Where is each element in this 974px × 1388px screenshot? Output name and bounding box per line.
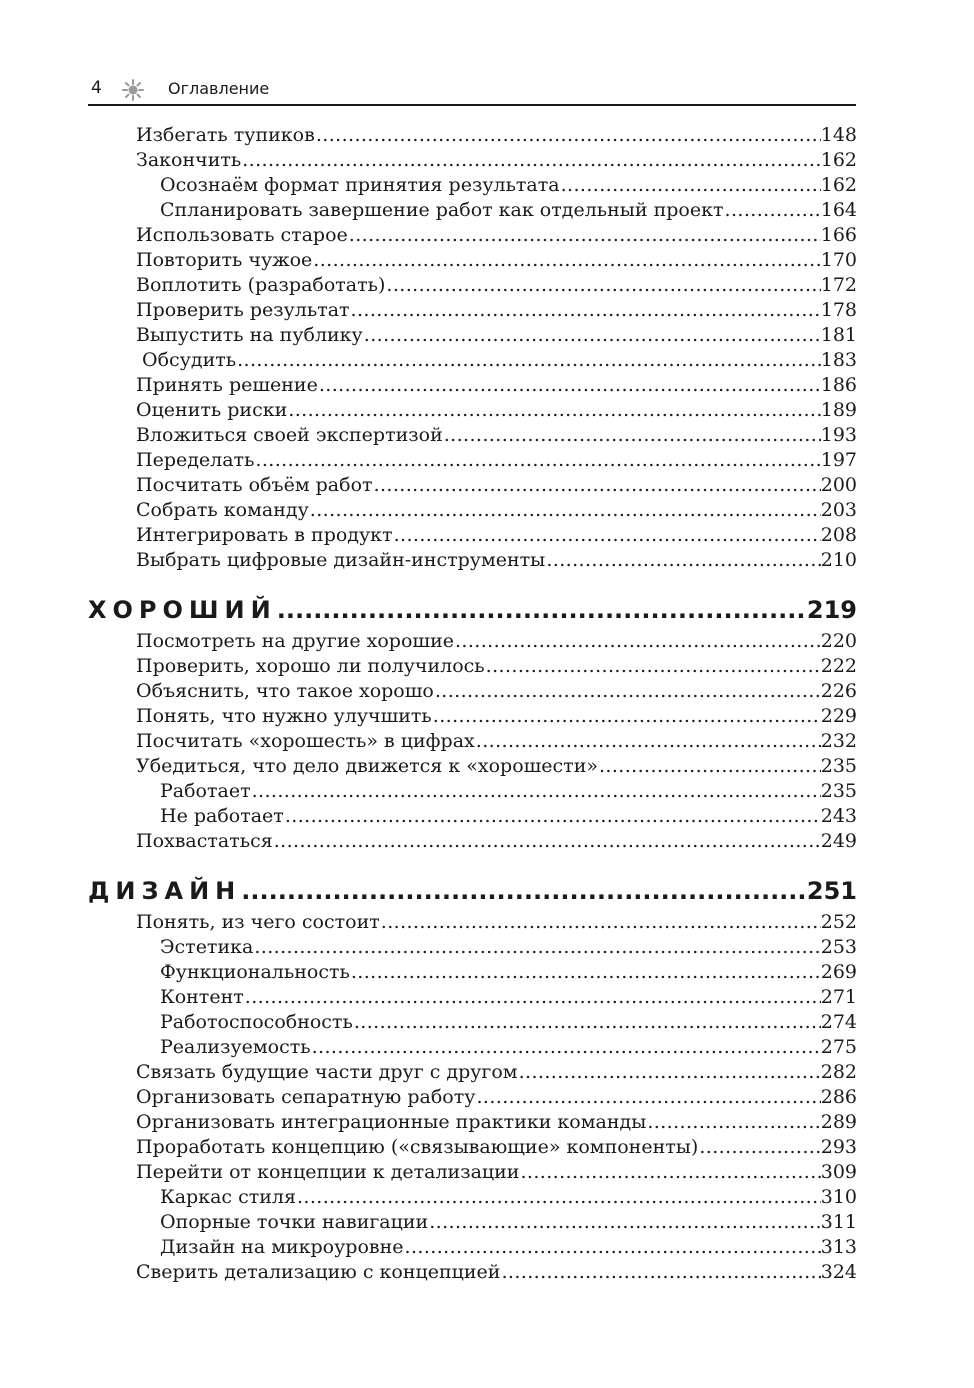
toc-entry-page: 232 [820,730,857,752]
leader-dots [315,123,821,148]
toc-entry[interactable] [136,754,857,779]
toc-entry[interactable] [136,273,857,298]
toc-entry-page: 220 [820,630,857,652]
leader-dots [500,1260,820,1285]
section-title: ХОРОШИЙ [88,596,277,624]
toc-entry-text: Вложиться своей экспертизой [136,424,443,446]
toc-entry-text: Воплотить (разработать) [136,274,386,296]
leader-dots [598,754,821,779]
leader-dots [363,323,821,348]
toc-entry-page: 222 [820,655,857,677]
toc-entry-page: 309 [820,1161,857,1183]
toc-entry-page: 181 [820,324,857,346]
toc-entry-page: 310 [820,1186,857,1208]
toc-entry-text: Посчитать объём работ [136,474,373,496]
leader-dots [318,373,821,398]
toc-entry-text: Понять, из чего состоит [136,911,380,933]
toc-entry-page: 186 [820,374,857,396]
leader-dots [273,829,821,854]
toc-entry[interactable] [136,248,857,273]
leader-dots [432,704,821,729]
toc-subentry[interactable] [160,1010,857,1035]
leader-dots [373,473,821,498]
toc-entry[interactable] [136,829,857,854]
toc-entry-page: 193 [820,424,857,446]
toc-entry[interactable] [136,473,857,498]
leader-dots [251,779,821,804]
toc-entry[interactable] [136,1160,857,1185]
toc-entry-page: 282 [820,1061,857,1083]
toc-entry[interactable] [136,704,857,729]
leader-dots [724,198,821,223]
leader-dots [244,985,821,1010]
toc-entry-page: 166 [820,224,857,246]
leader-dots [434,679,821,704]
header-title: Оглавление [168,79,270,98]
toc-entry[interactable] [136,679,857,704]
toc-subentry[interactable] [160,198,857,223]
toc-entry-page: 293 [820,1136,857,1158]
toc-entry-text: Осознаём формат принятия результата [160,174,560,196]
page-header [88,76,856,106]
section-title: ДИЗАЙН [88,877,242,905]
toc-entry-text: Посчитать «хорошесть» в цифрах [136,730,475,752]
toc-entry-page: 249 [820,830,857,852]
toc-entry[interactable] [136,373,857,398]
leader-dots [296,1185,821,1210]
page-number: 4 [91,78,102,98]
toc-entry-text: Реализуемость [160,1036,311,1058]
toc-entry-page: 178 [820,299,857,321]
toc-entry-text: Организовать сепаратную работу [136,1086,476,1108]
toc-entry-page: 252 [820,911,857,933]
toc-entry-text: Избегать тупиков [136,124,315,146]
section-page: 219 [806,596,857,624]
toc-subentry[interactable] [160,1235,857,1260]
toc-entry-text: Объяснить, что такое хорошо [136,680,434,702]
toc-entry-page: 324 [820,1261,857,1283]
leader-dots [284,804,821,829]
toc-entry-text: Закончить [136,149,242,171]
toc-entry[interactable] [136,498,857,523]
toc-entry-page: 235 [820,780,857,802]
leader-dots [348,223,821,248]
leader-dots [475,1085,820,1110]
toc-entry-text: Оценить риски [136,399,288,421]
toc-entry-page: 229 [820,705,857,727]
toc-entry-page: 210 [820,549,857,571]
toc-subentry[interactable] [160,935,857,960]
toc-entry-text: Понять, что нужно улучшить [136,705,432,727]
toc-entry-page: 208 [820,524,857,546]
toc-entry-text: Обсудить [136,349,237,371]
toc-entry-text: Проверить результат [136,299,350,321]
toc-entry-text: Повторить чужое [136,249,313,271]
leader-dots [253,935,820,960]
toc-entry-text: Опорные точки навигации [160,1211,429,1233]
toc-entry-text: Работоспособность [160,1011,353,1033]
toc-entry[interactable] [136,148,857,173]
section-heading[interactable] [88,582,857,626]
toc-entry[interactable] [136,1135,857,1160]
toc-entry-text: Выбрать цифровые дизайн-инструменты [136,549,546,571]
toc-subentry[interactable] [160,779,857,804]
toc-entry-text: Дизайн на микроуровне [160,1236,404,1258]
leader-dots [698,1135,820,1160]
toc-entry-page: 170 [820,249,857,271]
section-page: 251 [806,877,857,905]
leader-dots [312,248,820,273]
toc-subentry[interactable] [160,960,857,985]
toc-entry-text: Выпустить на публику [136,324,363,346]
section-heading[interactable] [88,863,857,907]
toc-entry-text: Функциональность [160,961,350,983]
toc-entry[interactable] [136,123,857,148]
toc-entry-page: 235 [820,755,857,777]
leader-dots [485,654,821,679]
toc-entry-text: Спланировать завершение работ как отдельный проект [160,199,724,221]
toc-entry-text: Контент [160,986,244,1008]
toc-subentry[interactable] [160,1035,857,1060]
leader-dots [404,1235,821,1260]
toc-entry[interactable] [136,548,857,573]
leader-dots [443,423,821,448]
toc-subentry[interactable] [160,1210,857,1235]
toc-entry-page: 311 [820,1211,857,1233]
leader-dots [236,348,821,373]
toc-entry-page: 243 [820,805,857,827]
toc-entry-page: 226 [820,680,857,702]
toc-entry[interactable] [136,1260,857,1285]
toc-entry-text: Переделать [136,449,255,471]
toc-entry-page: 269 [820,961,857,983]
toc-entry[interactable] [136,629,857,654]
leader-dots [241,148,821,173]
toc-entry-text: Убедиться, что дело движется к «хорошести» [136,755,598,777]
leader-dots [545,548,820,573]
toc-entry-text: Интегрировать в продукт [136,524,393,546]
toc-entry-page: 275 [820,1036,857,1058]
toc-entry-page: 253 [820,936,857,958]
toc-entry-page: 183 [820,349,857,371]
leader-dots [518,1060,821,1085]
toc-entry-text: Перейти от концепции к детализации [136,1161,520,1183]
toc-entry-text: Сверить детализацию с концепцией [136,1261,501,1283]
toc-entry-page: 289 [820,1111,857,1133]
leader-dots [350,960,821,985]
toc-entry-text: Проверить, хорошо ли получилось [136,655,485,677]
toc-entry-text: Использовать старое [136,224,348,246]
toc-entry[interactable] [136,298,857,323]
toc-entry[interactable] [136,423,857,448]
toc-entry[interactable] [136,323,857,348]
leader-dots [475,729,821,754]
toc-entry-text: Эстетика [160,936,254,958]
toc-entry-text: Посмотреть на другие хорошие [136,630,454,652]
toc-entry-page: 197 [820,449,857,471]
leader-dots [311,1035,821,1060]
leader-dots [454,629,821,654]
toc-entry[interactable] [136,654,857,679]
toc-entry-page: 162 [820,174,857,196]
toc-entry[interactable] [136,398,857,423]
toc-entry-page: 286 [820,1086,857,1108]
toc-entry-page: 313 [820,1236,857,1258]
toc-entry[interactable] [136,1110,857,1135]
toc-entry[interactable] [136,523,857,548]
toc-entry[interactable] [136,348,857,373]
table-of-contents [0,123,974,1285]
leader-dots [646,1110,820,1135]
toc-entry[interactable] [136,729,857,754]
toc-entry-text: Собрать команду [136,499,309,521]
toc-entry-text: Похвастаться [136,830,273,852]
leader-dots [393,523,821,548]
toc-entry[interactable] [136,448,857,473]
toc-entry-page: 200 [820,474,857,496]
toc-subentry[interactable] [160,1185,857,1210]
toc-entry-page: 172 [820,274,857,296]
toc-entry-page: 189 [820,399,857,421]
leader-dots [385,273,820,298]
toc-entry[interactable] [136,910,857,935]
toc-entry-page: 271 [820,986,857,1008]
toc-entry-text: Каркас стиля [160,1186,296,1208]
leader-dots [350,298,821,323]
leader-dots [428,1210,821,1235]
sun-ornament-icon [122,79,144,105]
toc-entry-text: Работает [160,780,251,802]
leader-dots [241,875,807,907]
toc-subentry[interactable] [160,985,857,1010]
toc-entry-text: Связать будущие части друг с другом [136,1061,518,1083]
toc-entry-text: Принять решение [136,374,318,396]
toc-entry-page: 274 [820,1011,857,1033]
leader-dots [309,498,821,523]
leader-dots [560,173,821,198]
toc-entry-text: Организовать интеграционные практики команды [136,1111,647,1133]
toc-entry-page: 148 [820,124,857,146]
leader-dots [287,398,820,423]
toc-entry-page: 164 [820,199,857,221]
leader-dots [277,594,807,626]
toc-entry[interactable] [136,223,857,248]
leader-dots [254,448,820,473]
toc-subentry[interactable] [160,804,857,829]
toc-entry[interactable] [136,1060,857,1085]
toc-entry-page: 162 [820,149,857,171]
leader-dots [519,1160,820,1185]
toc-entry[interactable] [136,1085,857,1110]
leader-dots [380,910,821,935]
toc-entry-text: Не работает [160,805,284,827]
toc-entry-page: 203 [820,499,857,521]
toc-subentry[interactable] [160,173,857,198]
toc-entry-text: Проработать концепцию («связывающие» компоненты) [136,1136,699,1158]
leader-dots [353,1010,821,1035]
